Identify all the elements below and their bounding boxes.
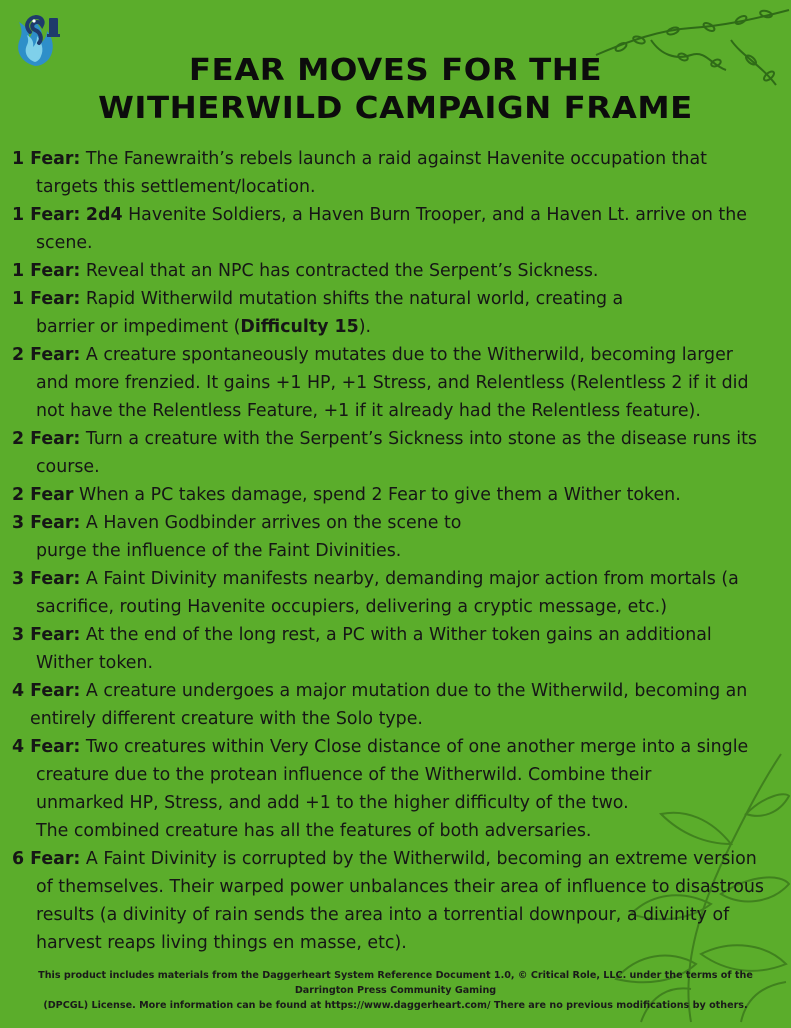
fear-cost-label: 3 Fear: <box>12 625 81 645</box>
move-text: results (a divinity of rain sends the area into a torrential downpour, a divinity of <box>36 905 730 925</box>
fear-cost-label: 3 Fear: <box>12 513 81 533</box>
move-text: A Faint Divinity manifests nearby, demanding major action from mortals (a <box>85 569 739 589</box>
move-text: scene. <box>36 233 93 253</box>
move-text: When a PC takes damage, spend 2 Fear to give them a Wither token. <box>78 485 681 505</box>
move-text: Reveal that an NPC has contracted the Serpent’s Sickness. <box>85 261 599 281</box>
legal-line-1: This product includes materials from the Daggerheart System Reference Document 1.0, © Critical Role, LLC. under the terms of the Darrington Press Community Gaming <box>38 970 753 996</box>
fear-move-item <box>12 509 784 565</box>
move-text: The combined creature has all the features of both adversaries. <box>36 821 592 841</box>
move-text: The Fanewraith’s rebels launch a raid against Havenite occupation that <box>85 149 707 169</box>
fear-cost-label: 6 Fear: <box>12 849 81 869</box>
move-text: sacrifice, routing Havenite occupiers, delivering a cryptic message, etc.) <box>36 597 667 617</box>
legal-notice <box>14 968 777 1013</box>
move-text: of themselves. Their warped power unbalances their area of influence to disastrous <box>36 877 764 897</box>
move-text: A creature undergoes a major mutation due to the Witherwild, becoming an <box>85 681 748 701</box>
move-text: A Faint Divinity is corrupted by the Witherwild, becoming an extreme version <box>85 849 757 869</box>
move-text: and more frenzied. It gains +1 HP, +1 Stress, and Relentless (Relentless 2 if it did <box>36 373 749 393</box>
move-text: Turn a creature with the Serpent’s Sickness into stone as the disease runs its <box>85 429 757 449</box>
fear-cost-label: 1 Fear: <box>12 149 81 169</box>
move-text: ). <box>358 317 372 337</box>
fear-move-item <box>12 341 784 425</box>
fear-move-item <box>12 733 784 845</box>
fear-move-item <box>12 425 784 481</box>
fear-moves-list <box>12 145 784 957</box>
move-text: barrier or impediment ( <box>36 317 241 337</box>
fear-cost-label: 2 Fear: <box>12 345 81 365</box>
title-line-2: WITHERWILD CAMPAIGN FRAME <box>98 91 693 126</box>
move-text: A Haven Godbinder arrives on the scene to <box>85 513 462 533</box>
move-text: harvest reaps living things en masse, etc). <box>36 933 407 953</box>
page-title <box>0 52 791 128</box>
fear-cost-label: 1 Fear: <box>12 261 81 281</box>
fear-move-item <box>12 201 784 257</box>
fear-cost-label: 1 Fear: <box>12 289 81 309</box>
difficulty-value: Difficulty 15 <box>240 317 359 337</box>
fear-move-item <box>12 565 784 621</box>
fear-move-item <box>12 621 784 677</box>
fear-cost-label: 4 Fear: <box>12 737 81 757</box>
fear-move-item <box>12 145 784 201</box>
fear-cost-label: 2 Fear: <box>12 429 81 449</box>
fear-move-item <box>12 285 784 341</box>
move-text: Havenite Soldiers, a Haven Burn Trooper, and a Haven Lt. arrive on the <box>128 205 747 225</box>
move-text: Two creatures within Very Close distance of one another merge into a single <box>85 737 749 757</box>
move-text: A creature spontaneously mutates due to the Witherwild, becoming larger <box>85 345 733 365</box>
fear-cost-label: 2 Fear <box>12 485 74 505</box>
fear-cost-label: 3 Fear: <box>12 569 81 589</box>
legal-line-2: (DPCGL) License. More information can be found at https://www.daggerheart.com/ There are no previous modifications by others. <box>43 1000 748 1011</box>
fear-move-item <box>12 845 784 957</box>
move-text: At the end of the long rest, a PC with a Wither token gains an additional <box>85 625 712 645</box>
move-text: creature due to the protean influence of the Witherwild. Combine their <box>36 765 652 785</box>
move-text: course. <box>36 457 100 477</box>
fear-cost-label: 1 Fear: <box>12 205 81 225</box>
dice-roll: 2d4 <box>85 205 123 225</box>
move-text: not have the Relentless Feature, +1 if it already had the Relentless feature). <box>36 401 701 421</box>
fear-cost-label: 4 Fear: <box>12 681 81 701</box>
move-text: Rapid Witherwild mutation shifts the natural world, creating a <box>85 289 624 309</box>
fear-move-item <box>12 677 784 733</box>
move-text: purge the influence of the Faint Divinities. <box>36 541 402 561</box>
fear-move-item <box>12 257 784 285</box>
title-line-1: FEAR MOVES FOR THE <box>188 53 603 88</box>
move-text: entirely different creature with the Solo type. <box>30 709 423 729</box>
move-text: Wither token. <box>36 653 154 673</box>
move-text: targets this settlement/location. <box>36 177 316 197</box>
move-text: unmarked HP, Stress, and add +1 to the higher difficulty of the two. <box>36 793 629 813</box>
fear-move-item <box>12 481 784 509</box>
